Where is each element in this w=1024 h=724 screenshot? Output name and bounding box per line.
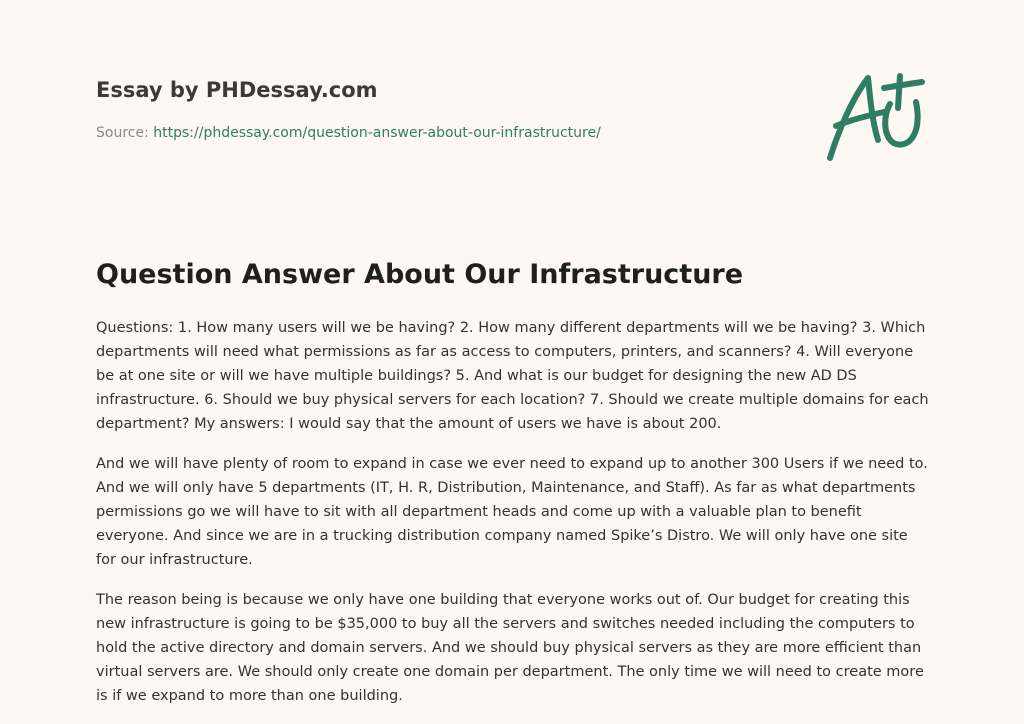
- essay-paragraph: Questions: 1. How many users will we be having? 2. How many different departments will we be having? 3. Which departments will need what permissions as far as access to computers, printers, and scanners? 4. Will everyone be at one site or will we have multiple buildings? 5. And what is our budget for designing the new AD DS infrastructure. 6. Should we buy physical servers for each location? 7. Should we create multiple domains for each department? My answers: I would say that the amount of users we have is about 200.: [96, 320, 929, 432]
- essay-paragraph: And we will have plenty of room to expand in case we ever need to expand up to another 300 Users if we need to. And we will only have 5 departments (IT, H. R, Distribution, Maintenance, and Staff). As far as what departments permissions go we will have to sit with all department heads and come up with a valuable plan to benefit everyone. And since we are in a trucking distribution company named Spike’s Distro. We will only have one site for our infrastructure.: [96, 456, 928, 568]
- essay-article: [96, 256, 930, 724]
- a-plus-logo-icon: [822, 66, 930, 166]
- page-header: [96, 76, 796, 143]
- essay-paragraph: The reason being is because we only have one building that everyone works out of. Our budget for creating this new infrastructure is going to be $35,000 to buy all the servers and switches needed including the computers to hold the active directory and domain servers. And we should buy physical servers as they are more efficient than virtual servers are. We should only create one domain per department. The only time we will need to create more is if we expand to more than one building.: [96, 592, 924, 704]
- essay-title: Question Answer About Our Infrastructure: [96, 259, 744, 290]
- source-line: [96, 123, 796, 143]
- source-label: Source:: [96, 125, 149, 141]
- site-title: Essay by PHDessay.com: [96, 78, 378, 102]
- source-link[interactable]: https://phdessay.com/question-answer-about-our-infrastructure/: [153, 125, 601, 141]
